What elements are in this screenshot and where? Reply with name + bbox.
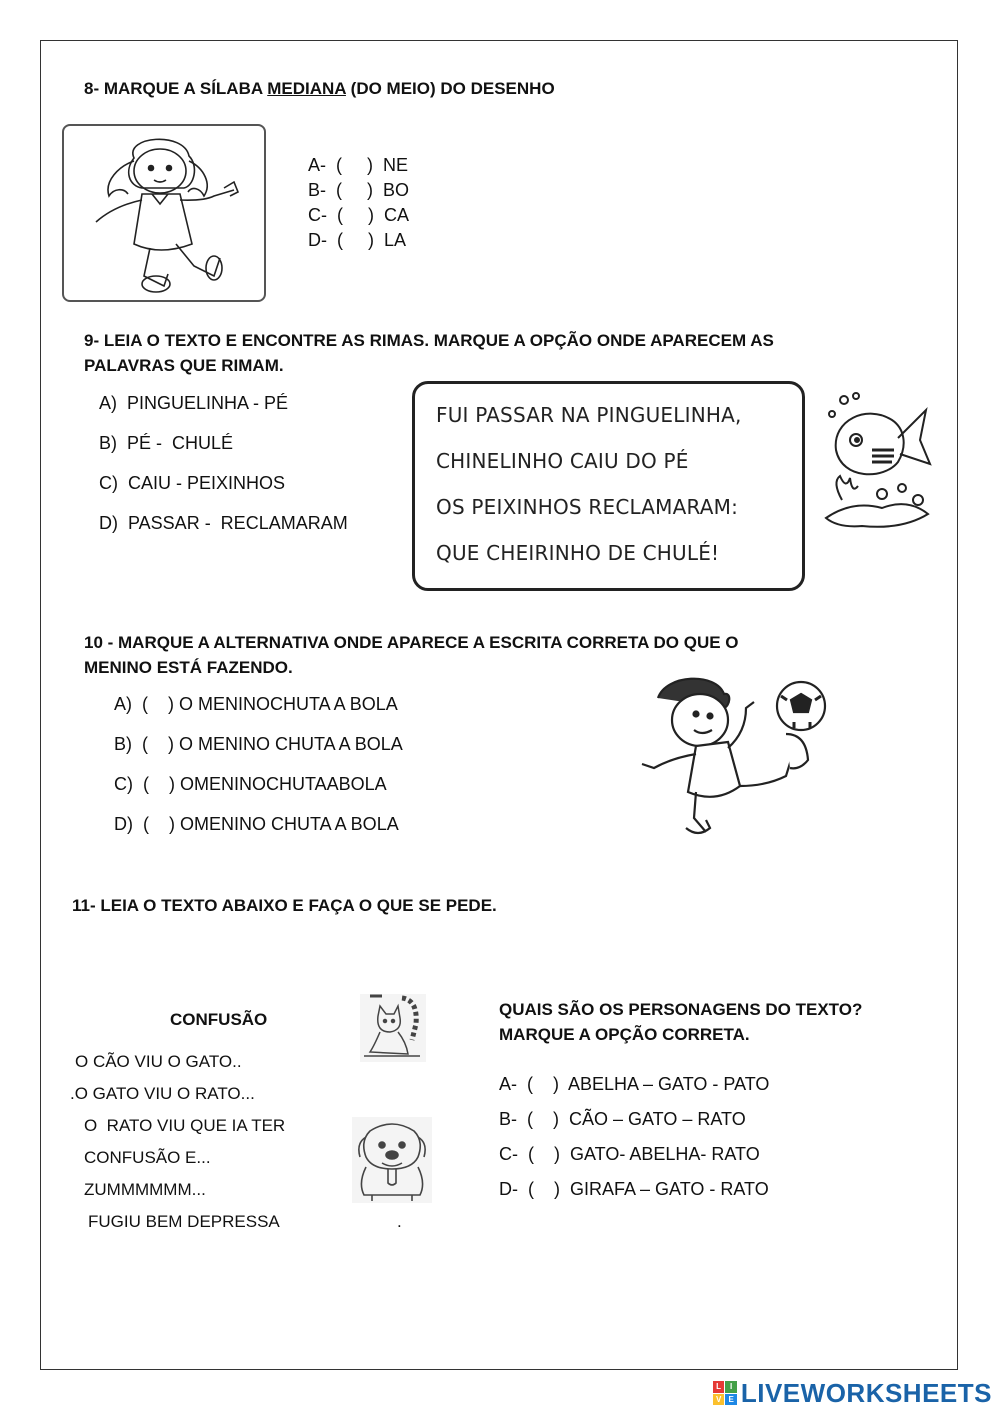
q10-option-b[interactable]: B) ( ) O MENINO CHUTA A BOLA bbox=[114, 734, 403, 754]
brand-icon-letter-i: I bbox=[725, 1381, 737, 1393]
q11-poem-title: CONFUSÃO bbox=[170, 1010, 268, 1029]
dog-image bbox=[352, 1117, 432, 1208]
liveworksheets-wordmark: LIVEWORKSHEETS bbox=[740, 1377, 992, 1408]
q8-option-b[interactable]: B- ( ) BO bbox=[308, 180, 410, 200]
q10-option-d[interactable]: D) ( ) OMENINO CHUTA A BOLA bbox=[114, 814, 399, 834]
q9-options bbox=[99, 391, 348, 551]
cat-image bbox=[360, 994, 426, 1067]
q8-options bbox=[308, 153, 409, 253]
poem-line-2: CHINELINHO CAIU DO PÉ bbox=[436, 449, 689, 473]
boy-kicking-ball-icon bbox=[636, 672, 830, 838]
q9-title-line1: 9- LEIA O TEXTO E ENCONTRE AS RIMAS. MARQUE A OPÇÃO ONDE APARECEM AS bbox=[84, 331, 774, 350]
q11-poem-line-2: .O GATO VIU O RATO... bbox=[70, 1084, 255, 1103]
q8-title-underlined: MEDIANA bbox=[267, 79, 346, 98]
dog-icon bbox=[352, 1117, 432, 1203]
q9-option-c[interactable]: C) CAIU - PEIXINHOS bbox=[99, 473, 286, 493]
fish-icon bbox=[822, 390, 934, 540]
brand-icon-letter-l: L bbox=[713, 1381, 725, 1393]
q11-poem-line-5: ZUMMMMMM... bbox=[84, 1180, 206, 1199]
q11-question-line1: QUAIS SÃO OS PERSONAGENS DO TEXTO? bbox=[499, 1000, 863, 1019]
brand-icon-letter-e: E bbox=[725, 1394, 737, 1406]
q10-option-c[interactable]: C) ( ) OMENINOCHUTAABOLA bbox=[114, 774, 387, 794]
q8-option-c[interactable]: C- ( ) CA bbox=[308, 205, 409, 225]
q11-option-d[interactable]: D- ( ) GIRAFA – GATO - RATO bbox=[499, 1179, 769, 1199]
q8-option-a[interactable]: A- ( ) NE bbox=[308, 155, 409, 175]
q11-question bbox=[499, 997, 862, 1047]
q11-poem-line-7: . bbox=[397, 1212, 402, 1231]
q11-poem-line-3: O RATO VIU QUE IA TER bbox=[84, 1116, 286, 1135]
doll-icon bbox=[64, 126, 264, 300]
q11-option-c[interactable]: C- ( ) GATO- ABELHA- RATO bbox=[499, 1144, 760, 1164]
q10-option-a[interactable]: A) ( ) O MENINOCHUTA A BOLA bbox=[114, 694, 398, 714]
fish-image bbox=[822, 390, 934, 545]
q9-poem-box bbox=[412, 381, 805, 591]
q8-option-d[interactable]: D- ( ) LA bbox=[308, 230, 407, 250]
liveworksheets-logo bbox=[713, 1378, 992, 1408]
boy-kicking-ball-image bbox=[636, 672, 830, 843]
q8-title bbox=[84, 76, 555, 101]
q11-title: 11- LEIA O TEXTO ABAIXO E FAÇA O QUE SE PEDE. bbox=[72, 896, 497, 915]
q11-options bbox=[499, 1072, 769, 1212]
poem-line-4: QUE CHEIRINHO DE CHULÉ! bbox=[436, 541, 720, 565]
q11-question-line2: MARQUE A OPÇÃO CORRETA. bbox=[499, 1025, 750, 1044]
poem-line-1: FUI PASSAR NA PINGUELINHA, bbox=[436, 403, 742, 427]
doll-image-frame bbox=[62, 124, 266, 302]
poem-line-3: OS PEIXINHOS RECLAMARAM: bbox=[436, 495, 739, 519]
q10-title-line2: MENINO ESTÁ FAZENDO. bbox=[84, 658, 293, 677]
q10-options bbox=[114, 692, 403, 852]
q11-poem-line-4: CONFUSÃO E... bbox=[84, 1148, 211, 1167]
q11-poem-line-6: FUGIU BEM DEPRESSA bbox=[88, 1212, 280, 1231]
brand-icon-letter-v: V bbox=[713, 1394, 725, 1406]
cat-icon bbox=[360, 994, 426, 1062]
q11-option-a[interactable]: A- ( ) ABELHA – GATO - PATO bbox=[499, 1074, 770, 1094]
liveworksheets-icon bbox=[713, 1381, 737, 1405]
q9-option-b[interactable]: B) PÉ - CHULÉ bbox=[99, 433, 234, 453]
q8-title-post: (DO MEIO) DO DESENHO bbox=[345, 79, 555, 98]
q9-title bbox=[84, 328, 774, 378]
q8-title-pre: 8- MARQUE A SÍLABA bbox=[84, 79, 268, 98]
q9-option-d[interactable]: D) PASSAR - RECLAMARAM bbox=[99, 513, 348, 533]
q9-title-line2: PALAVRAS QUE RIMAM. bbox=[84, 356, 284, 375]
q11-option-b[interactable]: B- ( ) CÃO – GATO – RATO bbox=[499, 1109, 746, 1129]
q9-option-a[interactable]: A) PINGUELINHA - PÉ bbox=[99, 393, 289, 413]
q10-title-line1: 10 - MARQUE A ALTERNATIVA ONDE APARECE A ESCRITA CORRETA DO QUE O bbox=[84, 633, 739, 652]
q11-poem-line-1: O CÃO VIU O GATO.. bbox=[75, 1052, 242, 1071]
